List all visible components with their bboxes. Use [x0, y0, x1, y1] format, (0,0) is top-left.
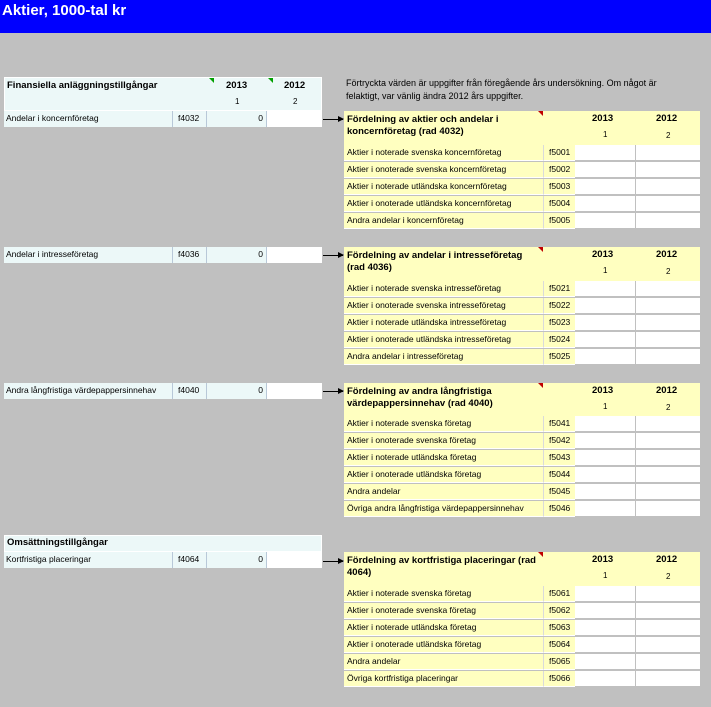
row-f4040: [4, 383, 322, 399]
panel-title: Fördelning av aktier och andelar i koncernföretag (rad 4032): [347, 114, 499, 137]
value-2013-input[interactable]: [575, 586, 636, 602]
table-row: [344, 416, 700, 433]
value-2012-input[interactable]: [636, 315, 700, 331]
table-row: [344, 179, 700, 196]
year-2013-label: 2013: [592, 113, 614, 124]
table-row: [344, 349, 700, 366]
row-code: f4064: [173, 552, 207, 568]
table-row: [344, 213, 700, 230]
table-row: [344, 671, 700, 688]
value-2012-input[interactable]: [636, 501, 700, 517]
row-label: Andra andelar: [344, 654, 544, 670]
row-code: f5062: [544, 603, 575, 619]
sheet-title: Aktier, 1000-tal kr: [0, 0, 711, 33]
panel-title: Fördelning av kortfristiga placeringar (rad 4064): [347, 555, 536, 578]
value-2012-input[interactable]: [636, 433, 700, 449]
value-2012-input[interactable]: [636, 298, 700, 314]
value-2012-input[interactable]: [267, 111, 322, 127]
table-row: [344, 637, 700, 654]
row-code: f5064: [544, 637, 575, 653]
comment-marker: [538, 552, 543, 557]
current-assets-heading: Omsättningstillgångar: [4, 535, 322, 552]
year-2013-label: 2013: [592, 385, 614, 396]
panel-title: Fördelning av andra långfristiga värdepappersinnehav (rad 4040): [347, 386, 493, 409]
row-label: Aktier i noterade utländska företag: [344, 450, 544, 466]
value-2013-input[interactable]: [575, 349, 636, 365]
table-row: [344, 501, 700, 518]
row-label: Aktier i noterade utländska koncernföretag: [344, 179, 544, 195]
table-row: [344, 620, 700, 637]
table-row: [344, 315, 700, 332]
row-label: Kortfristiga placeringar: [4, 552, 173, 568]
value-2012-input[interactable]: [636, 484, 700, 500]
value-2013-input[interactable]: [575, 603, 636, 619]
row-label: Aktier i onoterade utländska intresseföretag: [344, 332, 544, 348]
row-label: Övriga andra långfristiga värdepappersinnehav: [344, 501, 544, 517]
row-label: Andra andelar i intresseföretag: [344, 349, 544, 365]
panel-header: [344, 552, 700, 586]
row-code: f5065: [544, 654, 575, 670]
value-2013-input[interactable]: [575, 281, 636, 297]
value-2012-input[interactable]: [636, 179, 700, 195]
table-row: [344, 332, 700, 349]
value-2013-input[interactable]: [575, 433, 636, 449]
year-2013-label: 2013: [226, 80, 248, 91]
row-code: f5003: [544, 179, 575, 195]
row-label: Aktier i onoterade utländska företag: [344, 467, 544, 483]
panel-vardepappersinnehav: [344, 383, 700, 520]
value-2013-cell: 0: [207, 552, 267, 568]
row-label: Aktier i noterade utländska företag: [344, 620, 544, 636]
comment-marker: [538, 111, 543, 116]
row-code: f5021: [544, 281, 575, 297]
col-1-label: 1: [603, 130, 608, 139]
year-2013-label: 2013: [592, 249, 614, 260]
table-row: [344, 196, 700, 213]
table-row: [344, 145, 700, 162]
value-2012-input[interactable]: [636, 603, 700, 619]
value-2012-input[interactable]: [267, 552, 322, 568]
row-f4036: [4, 247, 322, 263]
value-2013-input[interactable]: [575, 620, 636, 636]
value-2012-input[interactable]: [636, 145, 700, 161]
value-2012-input[interactable]: [636, 671, 700, 687]
table-row: [344, 450, 700, 467]
value-2012-input[interactable]: [267, 383, 322, 399]
table-row: [344, 586, 700, 603]
table-row: [344, 467, 700, 484]
value-2013-input[interactable]: [575, 484, 636, 500]
col-2-label: 2: [666, 572, 671, 581]
row-label: Andelar i koncernföretag: [4, 111, 173, 127]
panel-koncernforetag: [344, 111, 700, 231]
table-row: [344, 433, 700, 450]
row-code: f5043: [544, 450, 575, 466]
panel-header: [344, 111, 700, 145]
value-2013-input[interactable]: [575, 637, 636, 653]
row-label: Aktier i noterade svenska företag: [344, 586, 544, 602]
year-2012-label: 2012: [656, 385, 678, 396]
comment-marker: [209, 78, 214, 83]
row-label: Aktier i noterade svenska företag: [344, 416, 544, 432]
value-2013-input[interactable]: [575, 213, 636, 229]
value-2013-input[interactable]: [575, 196, 636, 212]
row-code: f5044: [544, 467, 575, 483]
row-label: Andelar i intresseföretag: [4, 247, 173, 263]
comment-marker: [538, 383, 543, 388]
value-2012-input[interactable]: [636, 332, 700, 348]
col-1-label: 1: [603, 402, 608, 411]
year-2012-label: 2012: [656, 249, 678, 260]
value-2012-input[interactable]: [636, 416, 700, 432]
row-code: f5004: [544, 196, 575, 212]
table-row: [344, 484, 700, 501]
year-2012-label: 2012: [656, 113, 678, 124]
value-2012-input[interactable]: [636, 654, 700, 670]
arrow-icon: [323, 391, 343, 392]
value-2012-input[interactable]: [636, 162, 700, 178]
row-code: f5002: [544, 162, 575, 178]
row-label: Aktier i noterade utländska intresseföretag: [344, 315, 544, 331]
financial-assets-label: Finansiella anläggningstillgångar: [7, 80, 158, 91]
value-2012-input[interactable]: [636, 586, 700, 602]
row-label: Övriga kortfristiga placeringar: [344, 671, 544, 687]
value-2012-input[interactable]: [636, 620, 700, 636]
row-label: Aktier i onoterade svenska företag: [344, 603, 544, 619]
arrow-icon: [323, 255, 343, 256]
comment-marker: [268, 78, 273, 83]
row-label: Aktier i onoterade svenska företag: [344, 433, 544, 449]
row-label: Andra andelar i koncernföretag: [344, 213, 544, 229]
value-2013-input[interactable]: [575, 654, 636, 670]
year-2012-label: 2012: [656, 554, 678, 565]
row-label: Aktier i onoterade svenska koncernföretag: [344, 162, 544, 178]
row-label: Aktier i onoterade utländska företag: [344, 637, 544, 653]
financial-assets-header: [4, 77, 322, 111]
row-code: f4040: [173, 383, 207, 399]
panel-title: Fördelning av andelar i intresseföretag (rad 4036): [347, 250, 523, 273]
row-code: f5042: [544, 433, 575, 449]
value-2013-input[interactable]: [575, 501, 636, 517]
value-2013-cell: 0: [207, 111, 267, 127]
row-code: f5045: [544, 484, 575, 500]
col-1-label: 1: [603, 571, 608, 580]
year-2013-label: 2013: [592, 554, 614, 565]
row-label: Aktier i noterade svenska intresseföretag: [344, 281, 544, 297]
row-code: f5005: [544, 213, 575, 229]
arrow-icon: [323, 561, 343, 562]
value-2012-input[interactable]: [636, 213, 700, 229]
value-2013-input[interactable]: [575, 298, 636, 314]
col-2-label: 2: [666, 267, 671, 276]
value-2013-input[interactable]: [575, 315, 636, 331]
table-row: [344, 654, 700, 671]
year-2012-label: 2012: [284, 80, 306, 91]
prefill-note: Förtryckta värden är uppgifter från föregående års undersökning. Om något är felaktigt, var vänlig ändra 2012 års uppgifter.: [346, 78, 657, 101]
col-1-label: 1: [603, 266, 608, 275]
row-code: f5024: [544, 332, 575, 348]
arrow-icon: [323, 119, 343, 120]
value-2013-input[interactable]: [575, 179, 636, 195]
value-2013-input[interactable]: [575, 332, 636, 348]
row-label: Aktier i onoterade utländska koncernföretag: [344, 196, 544, 212]
table-row: [344, 603, 700, 620]
row-code: f5066: [544, 671, 575, 687]
row-label: Andra andelar: [344, 484, 544, 500]
panel-kortfristiga-placeringar: [344, 552, 700, 689]
row-label: Andra långfristiga värdepappersinnehav: [4, 383, 173, 399]
value-2012-input[interactable]: [636, 196, 700, 212]
value-2012-input[interactable]: [636, 281, 700, 297]
row-code: f5063: [544, 620, 575, 636]
table-row: [344, 298, 700, 315]
row-code: f5041: [544, 416, 575, 432]
value-2012-input[interactable]: [267, 247, 322, 263]
panel-header: [344, 247, 700, 281]
table-row: [344, 162, 700, 179]
panel-header: [344, 383, 700, 417]
col-1-label: 1: [235, 97, 240, 106]
value-2013-cell: 0: [207, 383, 267, 399]
value-2013-input[interactable]: [575, 450, 636, 466]
col-2-label: 2: [666, 403, 671, 412]
value-2012-input[interactable]: [636, 450, 700, 466]
row-label: Aktier i onoterade svenska intresseföretag: [344, 298, 544, 314]
row-code: f5061: [544, 586, 575, 602]
row-f4032: [4, 111, 322, 127]
value-2013-input[interactable]: [575, 467, 636, 483]
row-f4064: [4, 552, 322, 568]
row-code: f5022: [544, 298, 575, 314]
row-label: Aktier i noterade svenska koncernföretag: [344, 145, 544, 161]
row-code: f4036: [173, 247, 207, 263]
value-2012-input[interactable]: [636, 349, 700, 365]
comment-marker: [538, 247, 543, 252]
value-2013-input[interactable]: [575, 671, 636, 687]
col-2-label: 2: [293, 97, 298, 106]
value-2013-input[interactable]: [575, 145, 636, 161]
row-code: f5001: [544, 145, 575, 161]
row-code: f5025: [544, 349, 575, 365]
row-code: f4032: [173, 111, 207, 127]
row-code: f5023: [544, 315, 575, 331]
value-2013-input[interactable]: [575, 162, 636, 178]
row-code: f5046: [544, 501, 575, 517]
value-2012-input[interactable]: [636, 467, 700, 483]
col-2-label: 2: [666, 131, 671, 140]
value-2012-input[interactable]: [636, 637, 700, 653]
panel-intresseforetag: [344, 247, 700, 367]
table-row: [344, 281, 700, 298]
value-2013-cell: 0: [207, 247, 267, 263]
value-2013-input[interactable]: [575, 416, 636, 432]
